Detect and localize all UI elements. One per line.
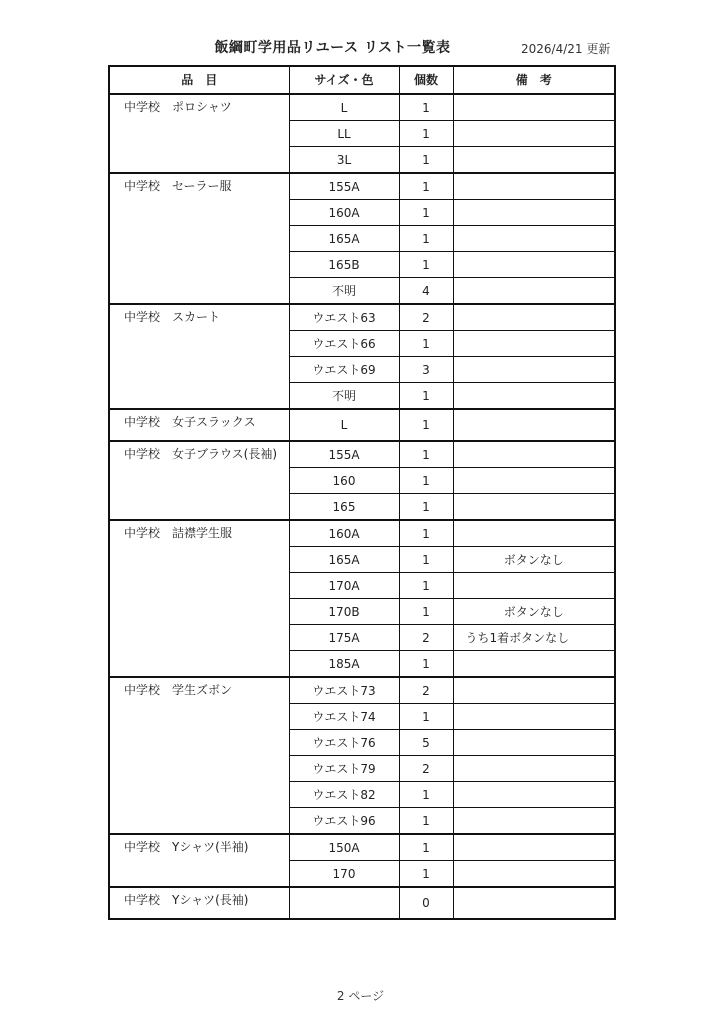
count-cell: 1 <box>399 704 453 730</box>
size-cell: 175A <box>289 625 399 651</box>
note-cell <box>453 756 615 782</box>
table-row <box>109 887 615 919</box>
note-cell: ボタンなし <box>453 599 615 625</box>
table-row <box>109 304 615 331</box>
count-cell: 1 <box>399 547 453 573</box>
count-cell: 3 <box>399 357 453 383</box>
size-cell: ウエスト79 <box>289 756 399 782</box>
note-cell <box>453 252 615 278</box>
table-row <box>109 409 615 441</box>
note-cell <box>453 200 615 226</box>
note-cell <box>453 730 615 756</box>
size-cell: 155A <box>289 173 399 200</box>
reuse-list-table <box>108 65 616 920</box>
count-cell: 1 <box>399 808 453 835</box>
size-cell: LL <box>289 121 399 147</box>
size-cell: 不明 <box>289 278 399 305</box>
page-title: 飯綱町学用品リユース リスト一覧表 <box>214 40 451 56</box>
size-cell: 170 <box>289 861 399 888</box>
count-cell: 5 <box>399 730 453 756</box>
table-row <box>109 520 615 547</box>
note-cell <box>453 304 615 331</box>
size-cell: ウエスト69 <box>289 357 399 383</box>
item-name-cell: 中学校 スカート <box>109 304 289 409</box>
note-cell <box>453 331 615 357</box>
page-number: 2 ページ <box>336 989 385 1003</box>
note-cell <box>453 441 615 468</box>
size-cell: 170A <box>289 573 399 599</box>
size-cell: 185A <box>289 651 399 678</box>
count-cell: 1 <box>399 494 453 521</box>
note-cell <box>453 782 615 808</box>
table-row <box>109 677 615 704</box>
size-cell: ウエスト63 <box>289 304 399 331</box>
table-row <box>109 94 615 121</box>
item-name-cell: 中学校 女子スラックス <box>109 409 289 441</box>
count-cell: 0 <box>399 887 453 919</box>
size-cell: 165 <box>289 494 399 521</box>
count-cell: 1 <box>399 173 453 200</box>
count-cell: 2 <box>399 677 453 704</box>
size-cell: L <box>289 94 399 121</box>
size-cell: 165A <box>289 226 399 252</box>
note-cell: うち1着ボタンなし <box>453 625 615 651</box>
count-cell: 1 <box>399 468 453 494</box>
updated-date: 2026/4/21 更新 <box>521 42 611 56</box>
count-cell: 4 <box>399 278 453 305</box>
table-header-row <box>109 66 615 94</box>
size-cell: 155A <box>289 441 399 468</box>
item-name-cell: 中学校 Yシャツ(半袖) <box>109 834 289 887</box>
note-cell <box>453 834 615 861</box>
size-cell: 165B <box>289 252 399 278</box>
note-cell <box>453 147 615 174</box>
size-cell: 160A <box>289 200 399 226</box>
count-cell: 1 <box>399 834 453 861</box>
note-cell <box>453 278 615 305</box>
item-name-cell: 中学校 女子ブラウス(長袖) <box>109 441 289 520</box>
count-cell: 2 <box>399 625 453 651</box>
item-name-cell: 中学校 セーラー服 <box>109 173 289 304</box>
count-cell: 1 <box>399 651 453 678</box>
count-cell: 1 <box>399 252 453 278</box>
count-cell: 1 <box>399 409 453 441</box>
header-count: 個数 <box>399 66 453 94</box>
note-cell <box>453 861 615 888</box>
size-cell: 3L <box>289 147 399 174</box>
size-cell: ウエスト82 <box>289 782 399 808</box>
size-cell: 165A <box>289 547 399 573</box>
header-size: サイズ・色 <box>289 66 399 94</box>
note-cell: ボタンなし <box>453 547 615 573</box>
size-cell: ウエスト96 <box>289 808 399 835</box>
count-cell: 1 <box>399 520 453 547</box>
note-cell <box>453 808 615 835</box>
note-cell <box>453 520 615 547</box>
item-name-cell: 中学校 学生ズボン <box>109 677 289 834</box>
note-cell <box>453 94 615 121</box>
size-cell: 160 <box>289 468 399 494</box>
size-cell: 不明 <box>289 383 399 410</box>
header-item: 品 目 <box>109 66 289 94</box>
note-cell <box>453 357 615 383</box>
table-row <box>109 173 615 200</box>
item-name-cell: 中学校 詰襟学生服 <box>109 520 289 677</box>
note-cell <box>453 704 615 730</box>
item-name-cell: 中学校 ポロシャツ <box>109 94 289 173</box>
table-row <box>109 834 615 861</box>
count-cell: 1 <box>399 599 453 625</box>
size-cell: ウエスト73 <box>289 677 399 704</box>
header-note: 備 考 <box>453 66 615 94</box>
note-cell <box>453 494 615 521</box>
count-cell: 1 <box>399 121 453 147</box>
size-cell: 150A <box>289 834 399 861</box>
table-body <box>109 94 615 919</box>
item-name-cell: 中学校 Yシャツ(長袖) <box>109 887 289 919</box>
note-cell <box>453 468 615 494</box>
count-cell: 1 <box>399 861 453 888</box>
note-cell <box>453 677 615 704</box>
note-cell <box>453 121 615 147</box>
note-cell <box>453 887 615 919</box>
size-cell: 160A <box>289 520 399 547</box>
count-cell: 1 <box>399 226 453 252</box>
count-cell: 2 <box>399 304 453 331</box>
note-cell <box>453 383 615 410</box>
count-cell: 1 <box>399 441 453 468</box>
size-cell: ウエスト74 <box>289 704 399 730</box>
count-cell: 1 <box>399 94 453 121</box>
count-cell: 1 <box>399 200 453 226</box>
count-cell: 1 <box>399 383 453 410</box>
size-cell <box>289 887 399 919</box>
count-cell: 1 <box>399 331 453 357</box>
note-cell <box>453 409 615 441</box>
note-cell <box>453 573 615 599</box>
count-cell: 1 <box>399 573 453 599</box>
size-cell: ウエスト66 <box>289 331 399 357</box>
count-cell: 2 <box>399 756 453 782</box>
size-cell: ウエスト76 <box>289 730 399 756</box>
count-cell: 1 <box>399 147 453 174</box>
note-cell <box>453 226 615 252</box>
size-cell: L <box>289 409 399 441</box>
size-cell: 170B <box>289 599 399 625</box>
note-cell <box>453 651 615 678</box>
table-row <box>109 441 615 468</box>
note-cell <box>453 173 615 200</box>
count-cell: 1 <box>399 782 453 808</box>
